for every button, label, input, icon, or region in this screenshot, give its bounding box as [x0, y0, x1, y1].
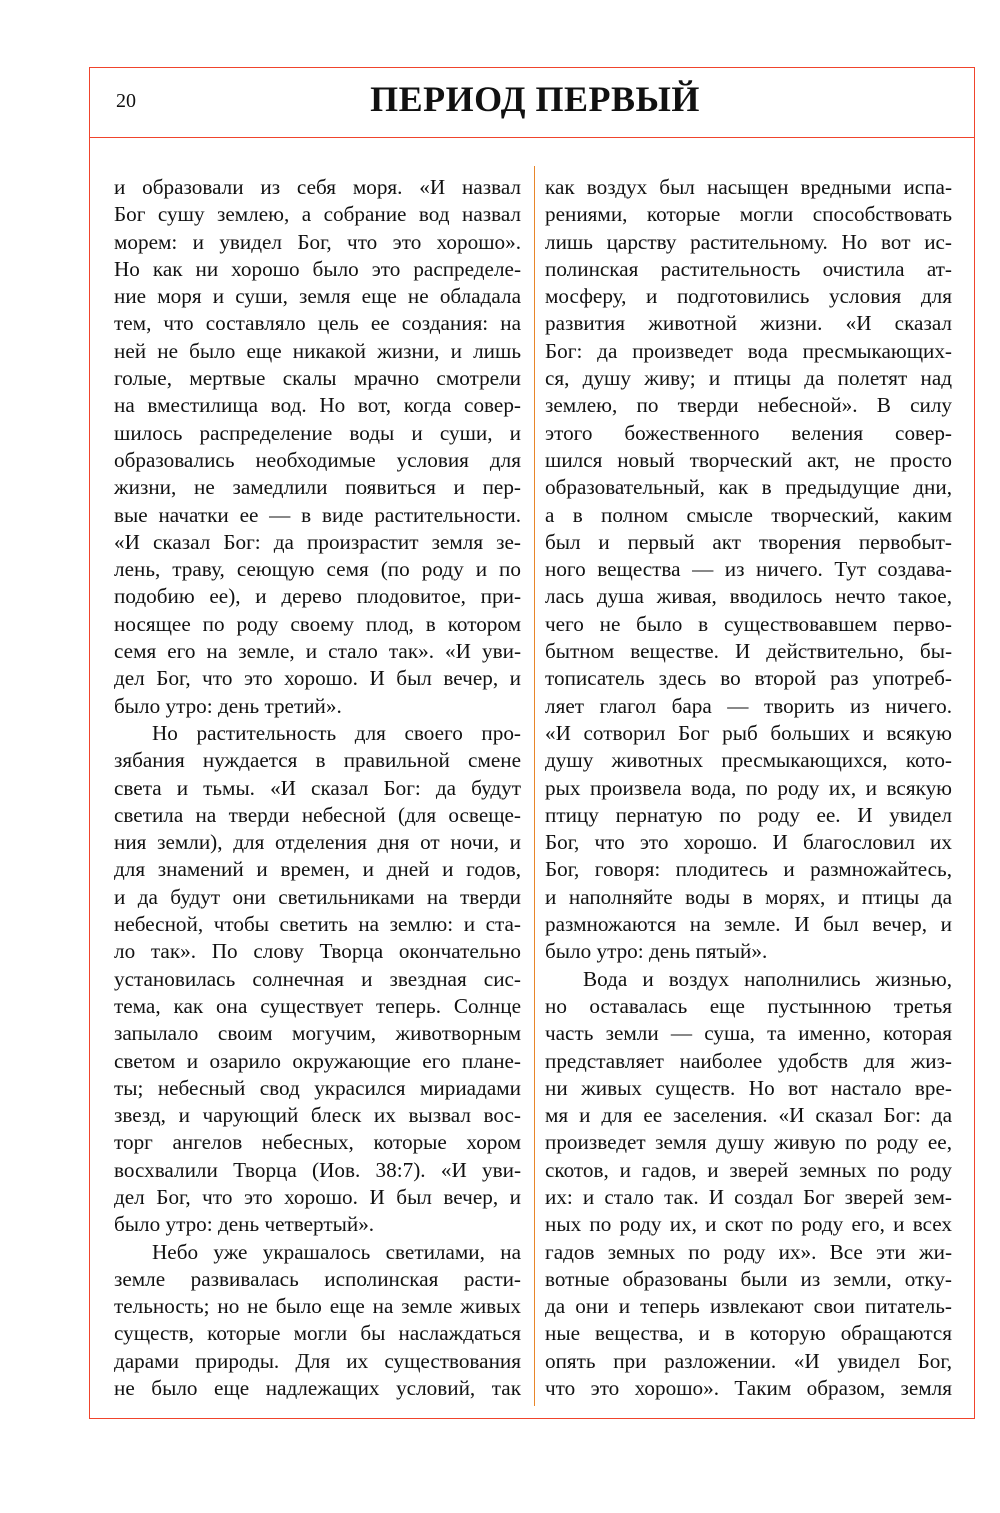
text-line: гадов земных по роду их». Все эти жи- [545, 1239, 952, 1264]
text-line: рениями, которые могли способствовать [545, 202, 952, 227]
text-line: был и первый акт творения первобыт- [545, 529, 952, 554]
text-line: часть земли — суша, та именно, которая [545, 1021, 952, 1046]
text-line: тема, как она существует теперь. Солнце [114, 993, 521, 1018]
text-line: птицу пернатую по роду ее. И увидел [545, 802, 952, 827]
text-line: да они и теперь извлекают свои питатель- [545, 1294, 952, 1319]
text-line: тельность; но не было еще на земле живых [114, 1294, 521, 1319]
text-line: и да будут они светильниками на тверди [114, 884, 521, 909]
text-line: установилась солнечная и звездная сис- [114, 966, 521, 991]
text-line: на вместилища вод. Но вот, когда совер- [114, 393, 521, 418]
text-line: опять при разложении. «И увидел Бог, [545, 1348, 952, 1373]
text-line: ни живых существ. Но вот настало вре- [545, 1075, 952, 1100]
text-line: шилось распределение воды и суши, и [114, 420, 521, 445]
paragraph [114, 174, 521, 720]
text-line: землею, по тверди небесной». В силу [545, 393, 952, 418]
text-line: тописатель здесь во второй раз употреб- [545, 666, 952, 691]
text-line: скотов, и гадов, и зверей земных по роду [545, 1157, 952, 1182]
text-line: звезд, и чарующий блеск их вызвал вос- [114, 1103, 521, 1128]
text-line: небесной, чтобы светить на землю: и ста- [114, 912, 521, 937]
text-line: Бог сушу землею, а собрание вод назвал [114, 202, 521, 227]
text-line: жизни, не замедлили появиться и пер- [114, 475, 521, 500]
text-line: ляет глагол бара — творить из ничего. [545, 693, 952, 718]
text-line: образовались необходимые условия для [114, 447, 521, 472]
text-line: было утро: день четвертый». [114, 1212, 375, 1237]
text-line: произведет земля душу живую по роду ее, [545, 1130, 952, 1155]
text-line: «И сказал Бог: да произрастит земля зе- [114, 529, 521, 554]
text-line: Бог: да произведет вода пресмыкающих- [545, 338, 952, 363]
text-line: лишь царству растительному. Но вот ис- [545, 229, 952, 254]
column-divider [534, 166, 535, 1406]
text-line: для знамений и времен, и дней и годов, [114, 857, 521, 882]
text-line: семя его на земле, и стало так». «И уви- [114, 639, 521, 664]
text-line: дарами природы. Для их существования [114, 1348, 521, 1373]
text-line: ние моря и суши, земля еще не обладала [114, 284, 521, 309]
text-line: ней не было еще никакой жизни, и лишь [114, 338, 521, 363]
text-line: и наполняйте воды в морях, и птицы да [545, 884, 952, 909]
text-line: восхвалили Творца (Иов. 38:7). «И уви- [114, 1157, 521, 1182]
text-line: представляет наиболее удобств для жиз- [545, 1048, 952, 1073]
text-line: существ, которые могли бы наслаждаться [114, 1321, 521, 1346]
text-line: мосферу, и подготовились условия для [545, 284, 952, 309]
text-line: ния земли), для отделения дня от ночи, и [114, 830, 521, 855]
text-line: душу животных пресмыкающихся, кото- [545, 748, 952, 773]
text-line: ся, душу живу; и птицы да полетят над [545, 366, 952, 391]
text-line: ты; небесный свод украсился мириадами [114, 1075, 521, 1100]
paragraph [545, 966, 952, 1403]
text-line: мя и для ее заселения. «И сказал Бог: да [545, 1103, 952, 1128]
text-line: этого божественного веления совер- [545, 420, 952, 445]
text-line: ные вещества, и в которую обращаются [545, 1321, 952, 1346]
text-line: рых произвела вода, по роду их, и всякую [545, 775, 952, 800]
text-line: Бог, что это хорошо. И благословил их [545, 830, 952, 855]
text-line: дел Бог, что это хорошо. И был вечер, и [114, 1184, 521, 1209]
text-line: и образовали из себя моря. «И назвал [114, 175, 521, 199]
text-line: морем: и увидел Бог, что это хорошо». [114, 229, 521, 254]
text-line: бытном веществе. И действительно, бы- [545, 639, 952, 664]
text-line: ного вещества — из ничего. Тут создава- [545, 557, 952, 582]
text-line: было утро: день пятый». [545, 939, 768, 964]
header-rule [89, 137, 975, 138]
text-line: лень, траву, сеющую семя (по роду и по [114, 557, 521, 582]
text-line: Но растительность для своего про- [152, 720, 521, 745]
text-line: но оставалась еще пустынною третья [545, 993, 952, 1018]
text-column-left [114, 174, 521, 1402]
text-line: как воздух был насыщен вредными испа- [545, 175, 952, 199]
text-line: образовательный, как в предыдущие дни, [545, 475, 952, 500]
text-line: запылало своим могучим, животворным [114, 1021, 521, 1046]
text-line: зябания нуждается в правильной смене [114, 748, 521, 773]
text-line: подобию ее), и дерево плодовитое, при- [114, 584, 521, 609]
text-line: носящее по роду своему плод, в котором [114, 611, 521, 636]
text-line: земле развивалась исполинская расти- [114, 1266, 521, 1291]
text-line: «И сотворил Бог рыб больших и всякую [545, 720, 952, 745]
text-line: их: и стало так. И создал Бог зверей зем- [545, 1184, 952, 1209]
text-line: лась душа живая, вводилось нечто такое, [545, 584, 952, 609]
paragraph [114, 720, 521, 1239]
text-line: шился новый творческий акт, не просто [545, 447, 952, 472]
text-line: света и тьмы. «И сказал Бог: да будут [114, 775, 521, 800]
text-line: развития животной жизни. «И сказал [545, 311, 952, 336]
text-line: светом и озарило окружающие его плане- [114, 1048, 521, 1073]
text-line: размножаются на земле. И был вечер, и [545, 912, 952, 937]
text-line: торг ангелов небесных, которые хором [114, 1130, 521, 1155]
page-number: 20 [116, 90, 136, 112]
paragraph [545, 174, 952, 966]
text-line: ных по роду их, и скот по роду его, и всех [545, 1212, 952, 1237]
text-line: голые, мертвые скалы мрачно смотрели [114, 366, 521, 391]
text-line: не было еще надлежащих условий, так [114, 1376, 521, 1401]
text-column-right [545, 174, 952, 1402]
text-line: Но как ни хорошо было это распределе- [114, 256, 521, 281]
text-line: вотные образованы были из земли, отку- [545, 1266, 952, 1291]
text-line: было утро: день третий». [114, 693, 342, 718]
text-line: Небо уже украшалось светилами, на [152, 1239, 521, 1264]
text-line: Бог, говоря: плодитесь и размножайтесь, [545, 857, 952, 882]
text-line: дел Бог, что это хорошо. И был вечер, и [114, 666, 521, 691]
paragraph [114, 1239, 521, 1403]
text-line: светила на тверди небесной (для освеще- [114, 802, 521, 827]
text-line: а в полном смысле творческий, каким [545, 502, 952, 527]
text-line: вые начатки ее — в виде растительности. [114, 502, 521, 527]
text-line: полинская растительность очистила ат- [545, 256, 952, 281]
text-line: тем, что составляло цель ее создания: на [114, 311, 521, 336]
chapter-title: ПЕРИОД ПЕРВЫЙ [370, 79, 700, 119]
text-line: Вода и воздух наполнились жизнью, [583, 966, 952, 991]
text-line: чего не было в существовавшем перво- [545, 611, 952, 636]
text-line: что это хорошо». Таким образом, земля [545, 1376, 952, 1401]
text-line: ло так». По слову Творца окончательно [114, 939, 521, 964]
